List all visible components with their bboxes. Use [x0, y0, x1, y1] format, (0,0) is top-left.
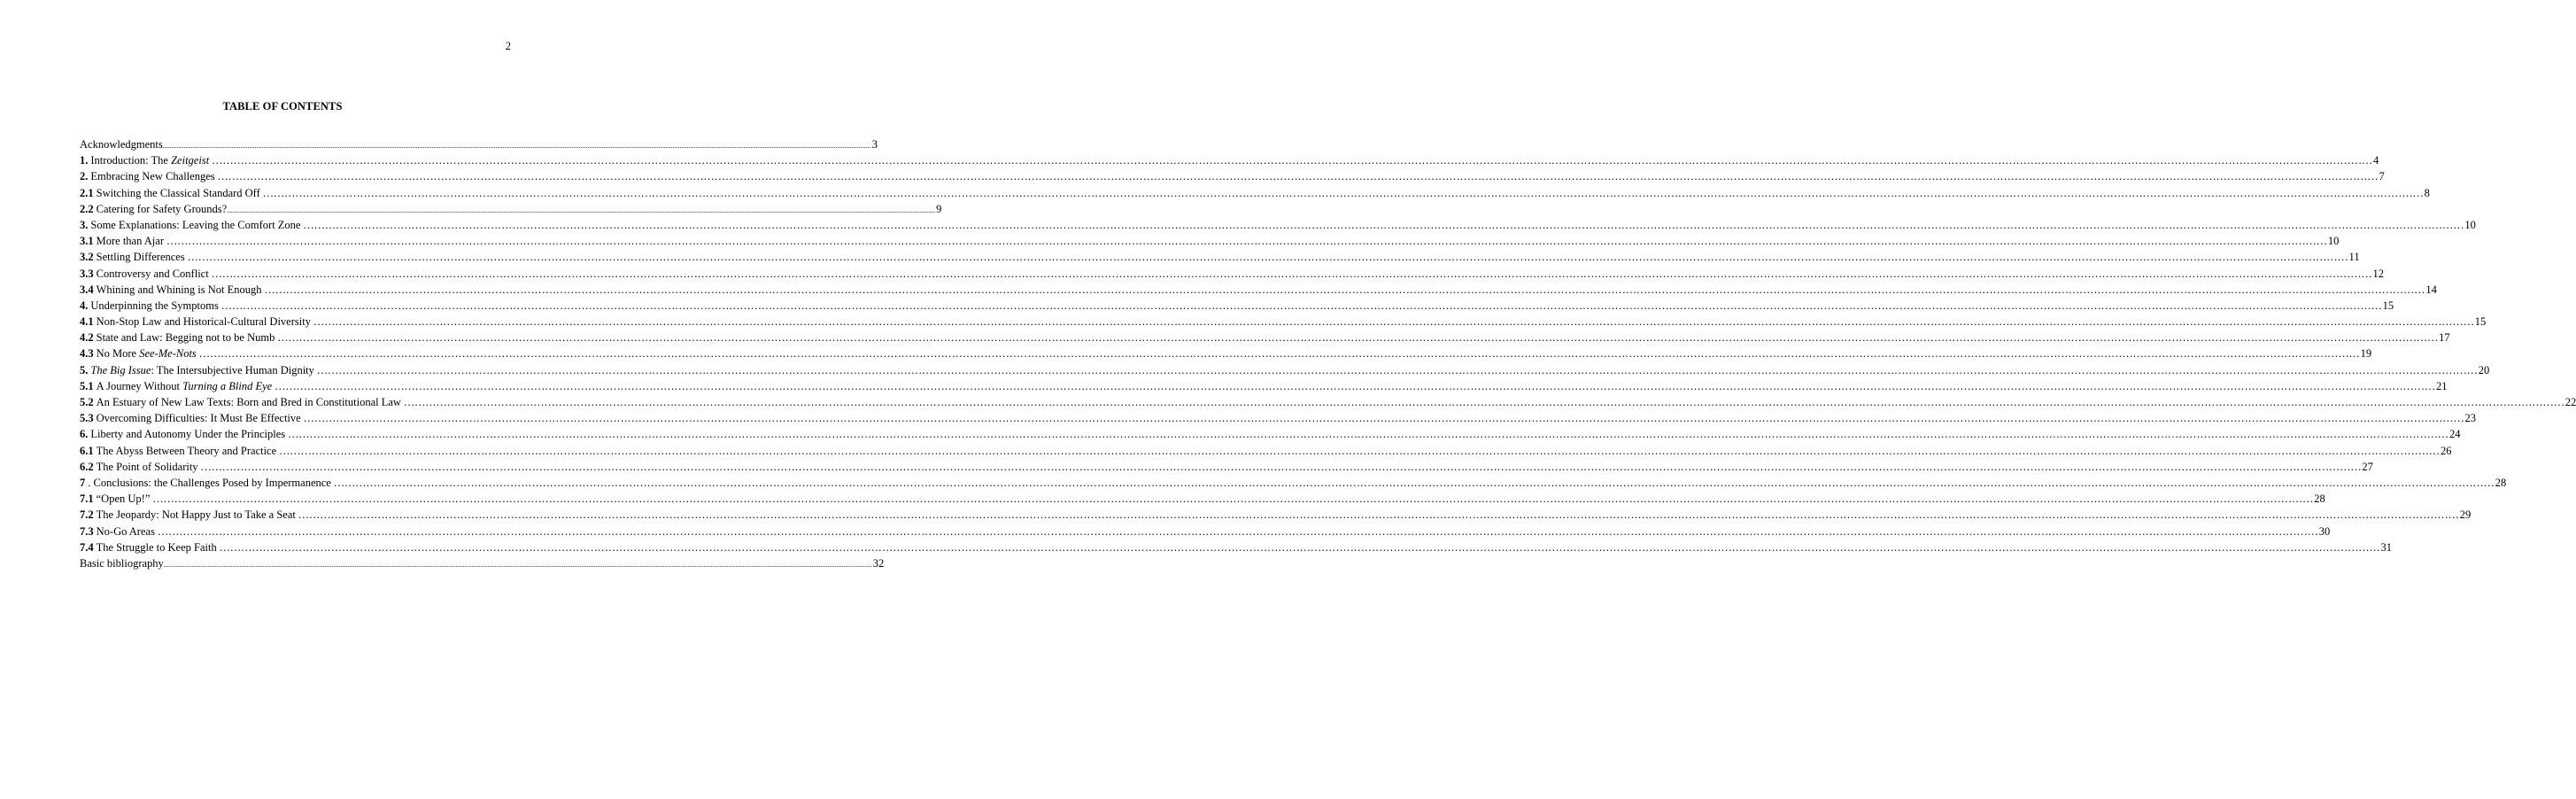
page-ref: 14 — [2425, 283, 2437, 296]
entry-title — [97, 251, 185, 263]
title-segment: The Jeopardy: Not Happy Just to Take a Seat — [96, 508, 296, 522]
section-number: 1. — [80, 154, 89, 167]
toc-entry[interactable] — [80, 283, 2437, 299]
title-segment: No-Go Areas — [96, 524, 155, 538]
toc-entry[interactable] — [80, 299, 2394, 315]
table-of-contents — [80, 138, 2576, 573]
page-ref: 21 — [2436, 379, 2448, 392]
entry-title — [90, 299, 218, 312]
toc-entry[interactable] — [80, 170, 2385, 186]
toc-entry[interactable] — [80, 315, 2487, 331]
entry-title — [80, 138, 163, 151]
toc-entry[interactable] — [80, 138, 878, 154]
entry-title — [90, 219, 300, 231]
dot-leader: …………………………………………………………………………………………………………………………………………………………………………………………………………………………………………………………………………………………………………………………………………………………………………………………………………………………………………………………………………………………………………………………………………………… — [310, 315, 2474, 329]
dot-leader: …………………………………………………………………………………………………………………………………………………………………………………………………………………………………………………………………………………………………………………………………………………………………………………………………………………………………………………………………………………………………………………………………………………… — [209, 154, 2372, 167]
dot-leader: …………………………………………………………………………………………………………………………………………………………………………………………………………………………………………………………………………………………………………………………………………………………………………………………………………………………………………………………………………………………………………………………………………………… — [261, 283, 2425, 296]
entry-title — [97, 525, 155, 538]
page-ref: 10 — [2464, 218, 2476, 231]
dot-leader: …………………………………………………………………………………………………………………………………………………………………………………………………………………………………………………………………………………………………………………………………………………………………………………………………………………………………………………………………………………………………………………………………………………… — [295, 508, 2459, 522]
toc-entry[interactable] — [80, 412, 2477, 428]
page-ref: 12 — [2372, 267, 2385, 280]
section-number: 4.3 — [80, 347, 94, 361]
toc-entry[interactable] — [80, 460, 2373, 477]
page-ref: 4 — [2373, 154, 2379, 167]
title-segment: Introduction: The — [90, 154, 172, 167]
dot-leader: …………………………………………………………………………………………………………………………………………………………………………………………………………………………………………………………………………………………………………………………………………………………………………………………………………………………………………………………………………………………………………………………………………………… — [330, 476, 2495, 489]
title-segment: Catering for Safety Grounds? — [96, 202, 228, 215]
section-number: 4.1 — [80, 315, 94, 329]
section-number: 6.1 — [80, 444, 94, 457]
section-number: 6. — [80, 428, 89, 441]
section-number: 7.3 — [80, 524, 94, 538]
title-segment: Non-Stop Law and Historical-Cultural Diversity — [96, 315, 311, 329]
page-ref: 9 — [936, 202, 942, 215]
entry-title — [97, 347, 197, 360]
dot-leader: ................................................................................................................................................................................................................................................................................................................................................................................................................ — [227, 206, 936, 214]
toc-entry[interactable] — [80, 202, 942, 219]
title-segment: Acknowledgments — [80, 138, 163, 151]
page-ref: 15 — [2474, 315, 2487, 329]
entry-title — [90, 154, 209, 167]
page-ref: 19 — [2360, 347, 2372, 361]
title-segment: Controversy and Conflict — [96, 267, 209, 280]
page-ref: 11 — [2348, 251, 2360, 264]
dot-leader: …………………………………………………………………………………………………………………………………………………………………………………………………………………………………………………………………………………………………………………………………………………………………………………………………………………………………………………………………………………………………………………………………………………… — [275, 331, 2439, 345]
dot-leader: …………………………………………………………………………………………………………………………………………………………………………………………………………………………………………………………………………………………………………………………………………………………………………………………………………………………………………………………………………………………………………………………………………………… — [197, 460, 2362, 473]
page-ref: 29 — [2459, 508, 2472, 522]
page-ref: 23 — [2464, 412, 2477, 425]
toc-entry[interactable] — [80, 186, 2430, 203]
toc-entry[interactable] — [80, 347, 2372, 363]
title-segment: “Open Up!” — [96, 493, 151, 506]
entry-title — [80, 557, 164, 570]
toc-entry[interactable] — [80, 396, 2576, 412]
dot-leader: …………………………………………………………………………………………………………………………………………………………………………………………………………………………………………………………………………………………………………………………………………………………………………………………………………………………………………………………………………………………………………………………………………………… — [272, 379, 2436, 392]
toc-entry[interactable] — [80, 379, 2448, 396]
section-number: 7 — [80, 476, 86, 489]
title-segment: : The Intersubjective Human Dignity — [151, 363, 314, 376]
title-segment: Turning a Blind Eye — [182, 379, 273, 392]
title-segment: Liberty and Autonomy Under the Principles — [90, 428, 286, 441]
entry-title — [90, 364, 314, 376]
title-segment: Zeitgeist — [171, 154, 210, 167]
section-number: 2.1 — [80, 186, 94, 199]
entry-title — [97, 541, 217, 554]
entry-title — [97, 235, 164, 247]
dot-leader: ................................................................................................................................................................................................................................................................................................................................................................................................................ — [163, 560, 872, 569]
title-segment: Basic bibliography — [80, 556, 164, 570]
toc-entry[interactable] — [80, 235, 2340, 251]
title-segment: The Abyss Between Theory and Practice — [96, 444, 277, 457]
page-ref: 8 — [2424, 186, 2430, 199]
toc-entry[interactable] — [80, 363, 2490, 380]
page-ref: 28 — [2495, 476, 2507, 489]
page-ref: 10 — [2327, 235, 2340, 248]
entry-title — [97, 412, 301, 424]
dot-leader: …………………………………………………………………………………………………………………………………………………………………………………………………………………………………………………………………………………………………………………………………………………………………………………………………………………………………………………………………………………………………………………………………………………… — [196, 347, 2360, 361]
toc-entry[interactable] — [80, 493, 2325, 508]
entry-title — [97, 187, 260, 199]
page-number: 2 — [505, 40, 511, 52]
toc-entry[interactable] — [80, 428, 2461, 444]
dot-leader: …………………………………………………………………………………………………………………………………………………………………………………………………………………………………………………………………………………………………………………………………………………………………………………………………………………………………………………………………………………………………………………………………………………… — [184, 251, 2348, 264]
section-number: 2.2 — [80, 202, 94, 215]
section-number: 5.1 — [80, 379, 94, 392]
title-segment: See-Me-Nots — [139, 347, 197, 361]
entry-title — [97, 283, 262, 296]
page-ref: 26 — [2440, 444, 2452, 457]
dot-leader: …………………………………………………………………………………………………………………………………………………………………………………………………………………………………………………………………………………………………………………………………………………………………………………………………………………………………………………………………………………………………………………………………………………… — [216, 540, 2380, 554]
toc-entry[interactable] — [80, 444, 2452, 461]
title-segment: The Struggle to Keep Faith — [96, 540, 217, 554]
section-number: 3.4 — [80, 283, 94, 296]
dot-leader: …………………………………………………………………………………………………………………………………………………………………………………………………………………………………………………………………………………………………………………………………………………………………………………………………………………………………………………………………………………………………………………………………………………… — [208, 267, 2372, 280]
page-ref: 20 — [2478, 363, 2490, 376]
page-ref: 31 — [2380, 540, 2393, 554]
section-number: 3. — [80, 218, 89, 231]
section-number: 3.2 — [80, 251, 94, 264]
toc-entry[interactable] — [80, 331, 2450, 347]
dot-leader: …………………………………………………………………………………………………………………………………………………………………………………………………………………………………………………………………………………………………………………………………………………………………………………………………………………………………………………………………………………………………………………………………………………… — [285, 428, 2448, 441]
title-segment: Overcoming Difficulties: It Must Be Effective — [96, 412, 301, 425]
section-number: 3.1 — [80, 235, 94, 248]
entry-title — [97, 331, 275, 344]
title-segment: State and Law: Begging not to be Numb — [96, 331, 275, 345]
entry-title — [90, 428, 285, 440]
dot-leader: …………………………………………………………………………………………………………………………………………………………………………………………………………………………………………………………………………………………………………………………………………………………………………………………………………………………………………………………………………………………………………………………………………………… — [276, 444, 2440, 457]
section-number: 7.1 — [80, 493, 94, 506]
title-segment: Underpinning the Symptoms — [90, 299, 219, 312]
entry-title — [97, 396, 401, 408]
title-segment: Switching the Classical Standard Off — [96, 186, 260, 199]
title-segment: An Estuary of New Law Texts: Born and Bred in Constitutional Law — [96, 396, 401, 408]
dot-leader: …………………………………………………………………………………………………………………………………………………………………………………………………………………………………………………………………………………………………………………………………………………………………………………………………………………………………………………………………………………………………………………………………………………… — [259, 186, 2424, 199]
entry-title — [97, 445, 277, 457]
dot-leader: …………………………………………………………………………………………………………………………………………………………………………………………………………………………………………………………………………………………………………………………………………………………………………………………………………………………………………………………………………………………………………………………………………………… — [313, 363, 2478, 376]
dot-leader: …………………………………………………………………………………………………………………………………………………………………………………………………………………………………………………………………………………………………………………………………………………………………………………………………………………………………………………………………………………………………………………………………………………… — [150, 493, 2314, 506]
section-number: 3.3 — [80, 267, 94, 280]
toc-entry[interactable] — [80, 508, 2472, 524]
title-segment: Some Explanations: Leaving the Comfort Zone — [90, 218, 301, 231]
title-segment: Whining and Whining is Not Enough — [96, 283, 262, 296]
section-number: 6.2 — [80, 460, 94, 473]
entry-title — [97, 380, 273, 392]
section-number: 5.2 — [80, 396, 94, 408]
title-segment: Settling Differences — [96, 251, 185, 264]
toc-entry[interactable] — [80, 218, 2476, 235]
toc-entry[interactable] — [80, 476, 2507, 493]
page-ref: 27 — [2362, 460, 2373, 473]
dot-leader: …………………………………………………………………………………………………………………………………………………………………………………………………………………………………………………………………………………………………………………………………………………………………………………………………………………………………………………………………………………………………………………………………………………… — [300, 412, 2464, 425]
page-ref: 32 — [872, 556, 885, 570]
entry-title — [97, 461, 198, 473]
dot-leader: …………………………………………………………………………………………………………………………………………………………………………………………………………………………………………………………………………………………………………………………………………………………………………………………………………………………………………………………………………………………………………………………………………………… — [218, 299, 2382, 312]
entry-title — [97, 268, 209, 280]
dot-leader: ................................................................................................................................................................................................................................................................................................................................................................................................................ — [162, 142, 871, 150]
title-segment: More than Ajar — [96, 235, 164, 248]
entry-title — [88, 477, 331, 489]
title-segment: . Conclusions: the Challenges Posed by Impermanence — [88, 476, 331, 489]
section-number: 5.3 — [80, 412, 94, 425]
toc-entry[interactable] — [80, 524, 2331, 541]
section-number: 4. — [80, 299, 89, 312]
section-number: 2. — [80, 170, 89, 183]
page-ref: 15 — [2382, 299, 2394, 312]
page-ref: 30 — [2318, 524, 2331, 538]
page-ref: 28 — [2314, 493, 2325, 506]
title-segment: Embracing New Challenges — [90, 170, 215, 183]
dot-leader: …………………………………………………………………………………………………………………………………………………………………………………………………………………………………………………………………………………………………………………………………………………………………………………………………………………………………………………………………………………………………………………………………………………… — [154, 524, 2318, 538]
entry-title — [97, 493, 151, 505]
title-segment: No More — [96, 347, 140, 361]
title-segment: The Big Issue — [90, 363, 151, 376]
dot-leader: …………………………………………………………………………………………………………………………………………………………………………………………………………………………………………………………………………………………………………………………………………………………………………………………………………………………………………………………………………………………………………………………………………………… — [214, 170, 2379, 183]
entry-title — [97, 508, 296, 521]
toc-entry[interactable] — [80, 556, 885, 573]
section-number: 7.4 — [80, 540, 94, 554]
page-ref: 17 — [2439, 331, 2450, 345]
toc-entry[interactable] — [80, 251, 2360, 267]
dot-leader: …………………………………………………………………………………………………………………………………………………………………………………………………………………………………………………………………………………………………………………………………………………………………………………………………………………………………………………………………………………………………………………………………………………… — [400, 396, 2564, 408]
toc-entry[interactable] — [80, 154, 2379, 170]
page-ref: 22 — [2564, 396, 2576, 408]
title-segment: The Point of Solidarity — [96, 460, 198, 473]
dot-leader: …………………………………………………………………………………………………………………………………………………………………………………………………………………………………………………………………………………………………………………………………………………………………………………………………………………………………………………………………………………………………………………………………………………… — [164, 235, 2327, 248]
section-number: 5. — [80, 363, 89, 376]
toc-entry[interactable] — [80, 267, 2385, 283]
entry-title — [97, 203, 228, 215]
section-number: 7.2 — [80, 508, 94, 522]
entry-title — [97, 315, 311, 328]
toc-title: TABLE OF CONTENTS — [222, 100, 343, 112]
page-ref: 24 — [2448, 428, 2461, 441]
title-segment: A Journey Without — [96, 379, 183, 392]
section-number: 4.2 — [80, 331, 94, 345]
entry-title — [90, 170, 214, 182]
page-ref: 7 — [2379, 170, 2385, 183]
dot-leader: …………………………………………………………………………………………………………………………………………………………………………………………………………………………………………………………………………………………………………………………………………………………………………………………………………………………………………………………………………………………………………………………………………………… — [300, 218, 2464, 231]
toc-entry[interactable] — [80, 540, 2393, 557]
page-ref: 3 — [871, 138, 878, 151]
